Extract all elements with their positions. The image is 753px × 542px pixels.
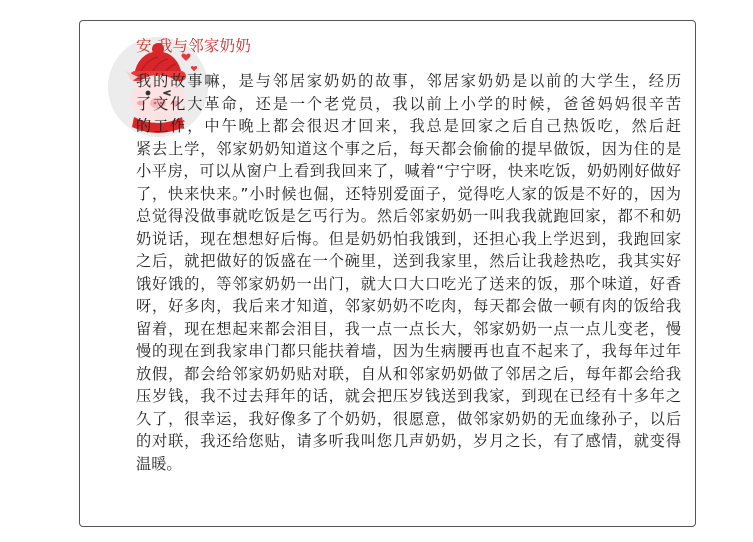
story-line: 放假，都会给邻家奶奶贴对联，自从和邻家奶奶做了邻居之后，每年都会给我	[136, 364, 681, 383]
story-line: 我的故事嘛，是与邻居家奶奶的故事，邻居家奶奶是以前的大学生，经历	[136, 72, 681, 90]
story-line: 久了，很幸运，我好像多了个奶奶，很愿意，做邻家奶奶的无血缘孙子，以后	[136, 409, 681, 428]
story-line: 总觉得没做事就吃饭是乞丐行为。然后邻家奶奶一叫我我就跑回家，都不和奶	[136, 207, 681, 225]
story-line: 压岁钱，我不过去拜年的话，就会把压岁钱送到我家，到现在已经有十多年之	[136, 387, 681, 405]
story-line: 了，快来快来。”小时候也倔，还特别爱面子，觉得吃人家的饭是不好的，因为	[136, 184, 681, 203]
story-line: 之后，就把做好的饭盛在一个碗里，送到我家里，然后让我趁热吃，我其实好	[136, 252, 681, 270]
story-line: 了文化大革命，还是一个老党员，我以前上小学的时候，爸爸妈妈很辛苦	[136, 94, 681, 113]
story-line: 呀，好多肉，我后来才知道，邻家奶奶不吃肉，每天都会做一顿有肉的饭给我	[136, 297, 681, 315]
story-line: 留着，现在想起来都会泪目，我一点一点长大，邻家奶奶一点一点儿变老，慢	[136, 319, 681, 338]
story-line: 饿好饿的，等邻家奶奶一出门，就大口大口吃光了送来的饭，那个味道，好香	[136, 274, 681, 293]
story-line: 紧去上学，邻家奶奶知道这个事之后，每天都会偷偷的提早做饭，因为住的是	[136, 139, 681, 158]
story-line: 的对联，我还给您贴，请多听我叫您几声奶奶，岁月之长，有了感情，就变得	[136, 432, 681, 450]
story-line: 小平房，可以从窗户上看到我回来了，喊着“宁宁呀，快来吃饭，奶奶刚好做好	[136, 162, 681, 180]
story-line: 温暖。	[136, 454, 182, 473]
story-line: 奶说话，现在想想好后悔。但是奶奶怕我饿到，还担心我上学迟到，我跑回家	[136, 229, 681, 248]
story-line: 的工作，中午晚上都会很迟才回来，我总是回家之后自己热饭吃，然后赶	[136, 117, 681, 135]
story-line: 慢的现在到我家串门都只能扶着墙，因为生病腰再也直不起来了，我每年过年	[136, 342, 681, 360]
story-text	[136, 70, 681, 475]
post-title: 安·我与邻家奶奶	[136, 37, 252, 55]
